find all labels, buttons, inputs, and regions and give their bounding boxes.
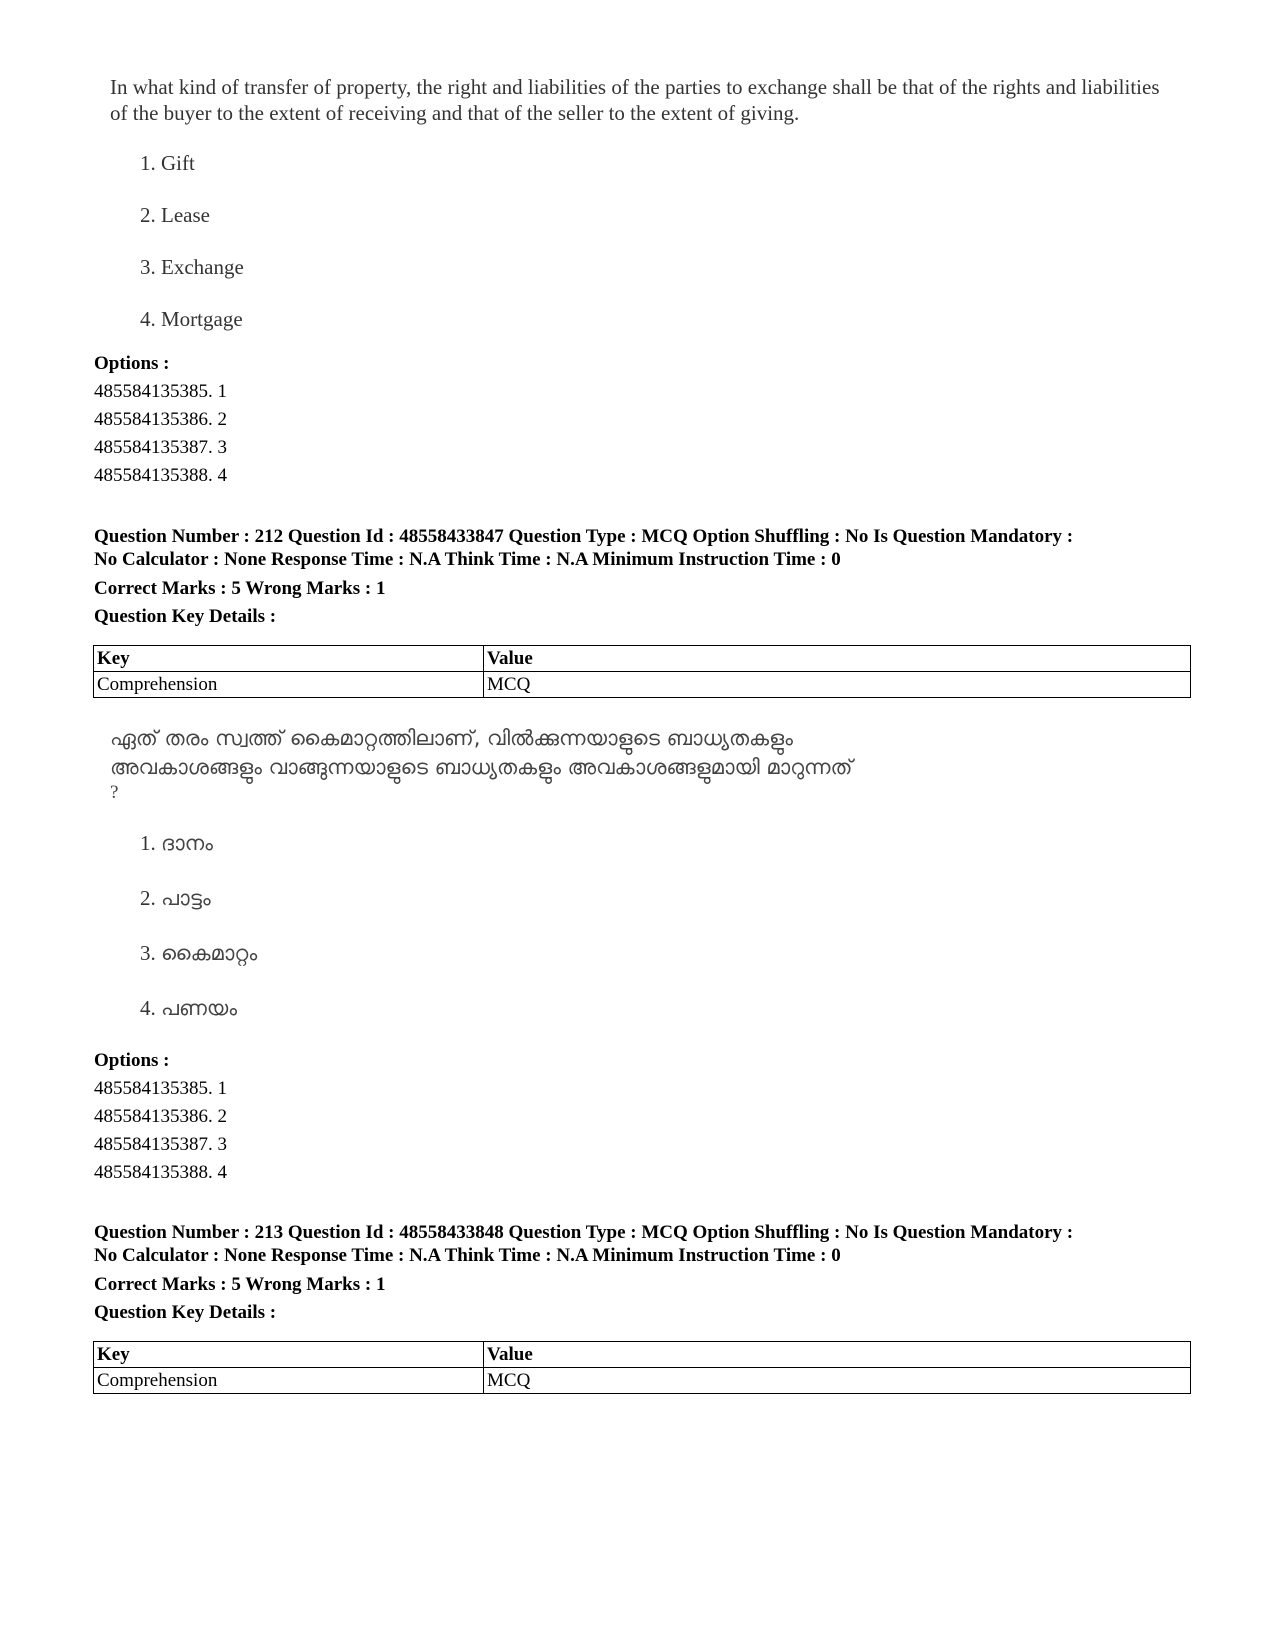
choice-list — [110, 830, 1170, 1021]
marks-line: Correct Marks : 5 Wrong Marks : 1 — [94, 1274, 386, 1295]
meta-line: Question Number : 213 Question Id : 48558433848 Question Type : MCQ Option Shuffling : No Is Question Mandatory : — [94, 1222, 1074, 1243]
choice-text: പണയം — [161, 996, 238, 1020]
options-header: Options : — [94, 1050, 170, 1071]
table-header-value: Value — [484, 646, 1191, 672]
choice-item — [110, 940, 1170, 966]
question-stem: In what kind of transfer of property, the right and liabilities of the parties to exchange shall be that of the rights and liabilities of the buyer to the extent of receiving and that of the seller to the extent of giving. — [110, 75, 1160, 125]
choice-list — [110, 150, 1170, 332]
question-stem: ഏത് തരം സ്വത്ത് കൈമാറ്റത്തിലാണ്, വിൽക്കുന്നയാളുടെ ബാധ്യതകളും — [110, 726, 793, 750]
meta-line: Question Number : 212 Question Id : 48558433847 Question Type : MCQ Option Shuffling : No Is Question Mandatory : — [94, 526, 1074, 547]
option-item: 485584135388. 4 — [94, 1162, 227, 1183]
options-list — [94, 350, 227, 490]
option-item: 485584135388. 4 — [94, 465, 227, 486]
option-item: 485584135385. 1 — [94, 381, 227, 402]
choice-number: 4. — [140, 996, 156, 1020]
key-details-table — [93, 645, 1191, 698]
question-meta — [94, 1221, 1204, 1324]
choice-text: ദാനം — [161, 831, 213, 855]
table-header-row — [94, 646, 1191, 672]
key-details-label: Question Key Details : — [94, 1302, 277, 1323]
question-stem: ? — [110, 782, 119, 803]
choice-text: പാട്ടം — [161, 886, 211, 910]
table-header-key: Key — [94, 1342, 484, 1368]
marks-line: Correct Marks : 5 Wrong Marks : 1 — [94, 578, 386, 599]
table-cell-value: MCQ — [484, 1368, 1191, 1394]
table-header-row — [94, 1342, 1191, 1368]
choice-item: 3. Exchange — [140, 255, 244, 279]
question-image — [110, 74, 1170, 332]
table-cell-key: Comprehension — [94, 1368, 484, 1394]
table-row — [94, 672, 1191, 698]
table-row — [94, 1368, 1191, 1394]
choice-text: കൈമാറ്റം — [161, 941, 258, 965]
key-details-label: Question Key Details : — [94, 606, 277, 627]
choice-number: 3. — [140, 941, 156, 965]
options-list — [94, 1047, 227, 1187]
table-cell-key: Comprehension — [94, 672, 484, 698]
choice-item: 1. Gift — [140, 151, 195, 175]
option-item: 485584135385. 1 — [94, 1078, 227, 1099]
choice-item: 4. Mortgage — [140, 307, 243, 331]
choice-item: 2. Lease — [140, 203, 210, 227]
question-image — [110, 724, 1170, 1021]
meta-line: No Calculator : None Response Time : N.A Think Time : N.A Minimum Instruction Time : 0 — [94, 1245, 841, 1266]
meta-line: No Calculator : None Response Time : N.A Think Time : N.A Minimum Instruction Time : 0 — [94, 549, 841, 570]
option-item: 485584135387. 3 — [94, 1134, 227, 1155]
question-meta — [94, 525, 1204, 628]
option-item: 485584135387. 3 — [94, 437, 227, 458]
key-details-table — [93, 1341, 1191, 1394]
choice-item — [110, 830, 1170, 856]
table-header-value: Value — [484, 1342, 1191, 1368]
option-item: 485584135386. 2 — [94, 1106, 227, 1127]
table-cell-value: MCQ — [484, 672, 1191, 698]
choice-item — [110, 885, 1170, 911]
table-header-key: Key — [94, 646, 484, 672]
option-item: 485584135386. 2 — [94, 409, 227, 430]
choice-item — [110, 995, 1170, 1021]
choice-number: 1. — [140, 831, 156, 855]
options-header: Options : — [94, 353, 170, 374]
choice-number: 2. — [140, 886, 156, 910]
question-stem: അവകാശങ്ങളും വാങ്ങുന്നയാളുടെ ബാധ്യതകളും അവകാശങ്ങളുമായി മാറുന്നത് — [110, 755, 853, 779]
